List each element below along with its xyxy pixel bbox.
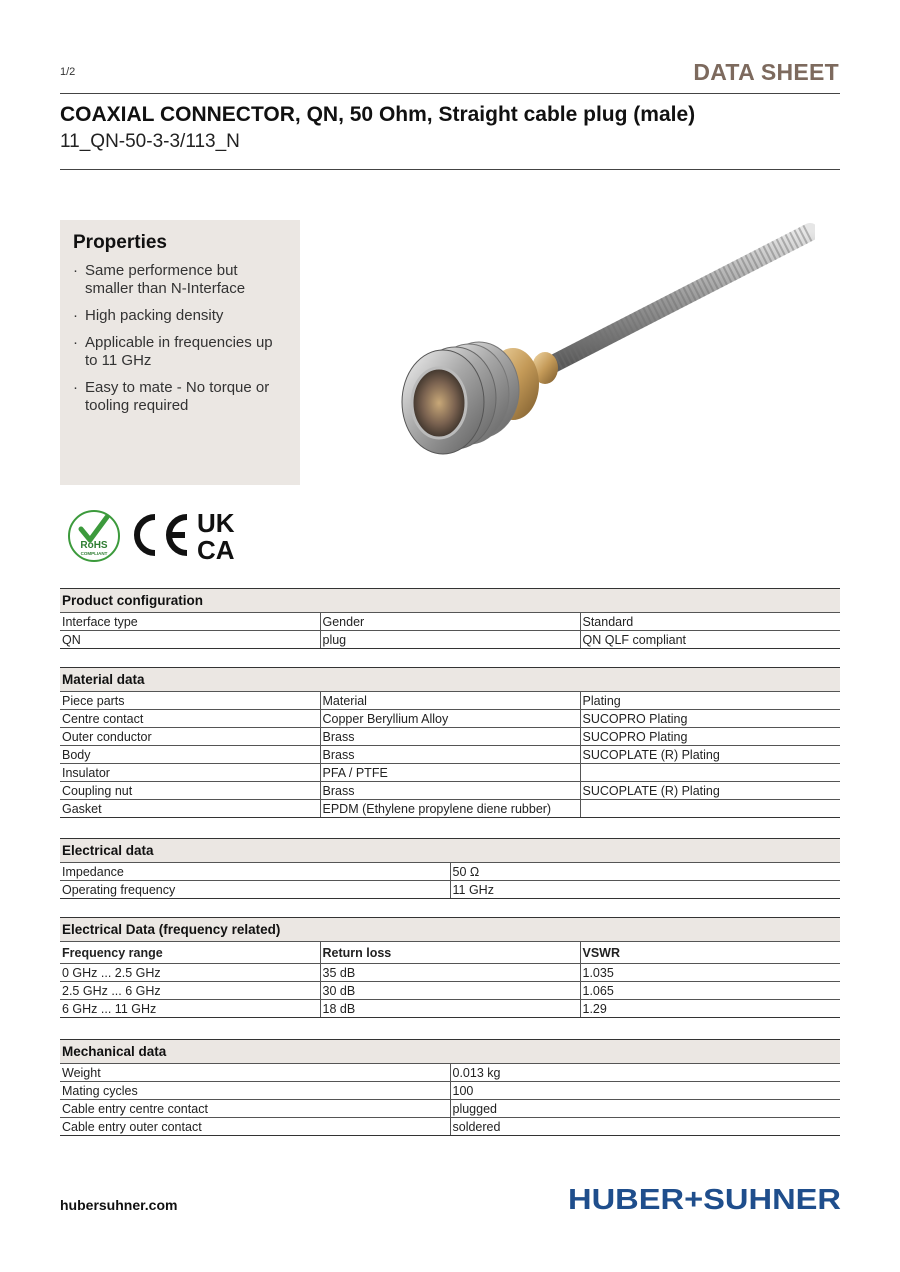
table-row [60,710,840,728]
table-row [60,964,840,982]
table-cell: 18 dB [320,1000,580,1018]
table-cell: 35 dB [320,964,580,982]
table-cell: SUCOPLATE (R) Plating [580,746,840,764]
table-cell: Cable entry outer contact [60,1118,450,1136]
table-row [60,728,840,746]
table-cell: Mating cycles [60,1082,450,1100]
column-header: Interface type [60,613,320,631]
table-header-row [60,942,840,964]
table-cell: 50 Ω [450,863,840,881]
column-header: Frequency range [60,942,320,964]
table-row [60,1118,840,1136]
table-cell: Copper Beryllium Alloy [320,710,580,728]
properties-panel [60,220,300,485]
table-row [60,1082,840,1100]
table-row [60,631,840,649]
rohs-compliant-icon [67,509,121,563]
table-row [60,764,840,782]
table-cell: Outer conductor [60,728,320,746]
table-row [60,746,840,764]
mechanical-data-table [60,1039,840,1136]
table-cell: Impedance [60,863,450,881]
huber-suhner-logo [566,1181,841,1213]
table-cell: 0.013 kg [450,1064,840,1082]
section-title: Product configuration [60,589,840,613]
product-photo [395,222,815,477]
column-header: Standard [580,613,840,631]
table-cell: plug [320,631,580,649]
column-header: Plating [580,692,840,710]
table-cell: plugged [450,1100,840,1118]
table-cell: SUCOPLATE (R) Plating [580,782,840,800]
table-row [60,692,840,710]
table-cell: QN QLF compliant [580,631,840,649]
table-cell: 30 dB [320,982,580,1000]
table-row [60,613,840,631]
table-cell [580,800,840,818]
title-divider [60,169,840,170]
table-row [60,1000,840,1018]
ce-mark-icon [131,512,191,558]
table-cell: 100 [450,1082,840,1100]
electrical-data-table [60,838,840,899]
table-cell: 1.29 [580,1000,840,1018]
property-item: · High packing density [73,307,288,325]
table-cell: 1.035 [580,964,840,982]
website-link[interactable]: hubersuhner.com [60,1197,178,1213]
table-row [60,1064,840,1082]
table-cell: EPDM (Ethylene propylene diene rubber) [320,800,580,818]
table-cell: Cable entry centre contact [60,1100,450,1118]
table-row [60,782,840,800]
table-row [60,863,840,881]
section-title: Material data [60,668,840,692]
product-configuration-table [60,588,840,649]
table-cell: Brass [320,728,580,746]
header-divider [60,93,840,94]
table-cell: Brass [320,746,580,764]
property-item: · Applicable in frequencies up to 11 GHz [73,334,288,370]
rohs-sub-label: COMPLIANT [80,551,108,556]
table-cell: Brass [320,782,580,800]
properties-list [73,262,288,424]
table-cell: Coupling nut [60,782,320,800]
table-cell: SUCOPRO Plating [580,710,840,728]
properties-title: Properties [73,232,167,253]
table-cell: 11 GHz [450,881,840,899]
logo-text: HUBER+SUHNER [568,1184,841,1213]
article-number: 11_QN-50-3-3/113_N [60,131,240,152]
table-row [60,800,840,818]
table-cell: Insulator [60,764,320,782]
product-title: COAXIAL CONNECTOR, QN, 50 Ohm, Straight cable plug (male) [60,103,696,126]
rohs-label: RoHS [80,540,108,551]
property-item: · Easy to mate - No torque or tooling required [73,379,288,415]
table-cell: Centre contact [60,710,320,728]
column-header: VSWR [580,942,840,964]
section-title: Electrical Data (frequency related) [60,918,840,942]
table-cell: 2.5 GHz ... 6 GHz [60,982,320,1000]
ukca-bottom: CA [197,535,235,561]
table-cell: 6 GHz ... 11 GHz [60,1000,320,1018]
column-header: Return loss [320,942,580,964]
table-cell: Gasket [60,800,320,818]
column-header: Piece parts [60,692,320,710]
table-cell: QN [60,631,320,649]
table-row [60,881,840,899]
table-row [60,982,840,1000]
table-cell: SUCOPRO Plating [580,728,840,746]
table-cell [580,764,840,782]
document-type-label: DATA SHEET [693,59,839,85]
table-cell: 0 GHz ... 2.5 GHz [60,964,320,982]
table-cell: Operating frequency [60,881,450,899]
ukca-mark-icon [197,509,251,561]
material-data-table [60,667,840,818]
page-number: 1/2 [60,66,76,78]
table-cell: PFA / PTFE [320,764,580,782]
table-cell: Weight [60,1064,450,1082]
column-header: Material [320,692,580,710]
column-header: Gender [320,613,580,631]
table-cell: soldered [450,1118,840,1136]
electrical-frequency-table [60,917,840,1018]
section-title: Mechanical data [60,1040,840,1064]
ukca-top: UK [197,509,235,538]
table-cell: 1.065 [580,982,840,1000]
section-title: Electrical data [60,839,840,863]
property-item: · Same performence but smaller than N-Interface [73,262,288,298]
table-cell: Body [60,746,320,764]
table-row [60,1100,840,1118]
